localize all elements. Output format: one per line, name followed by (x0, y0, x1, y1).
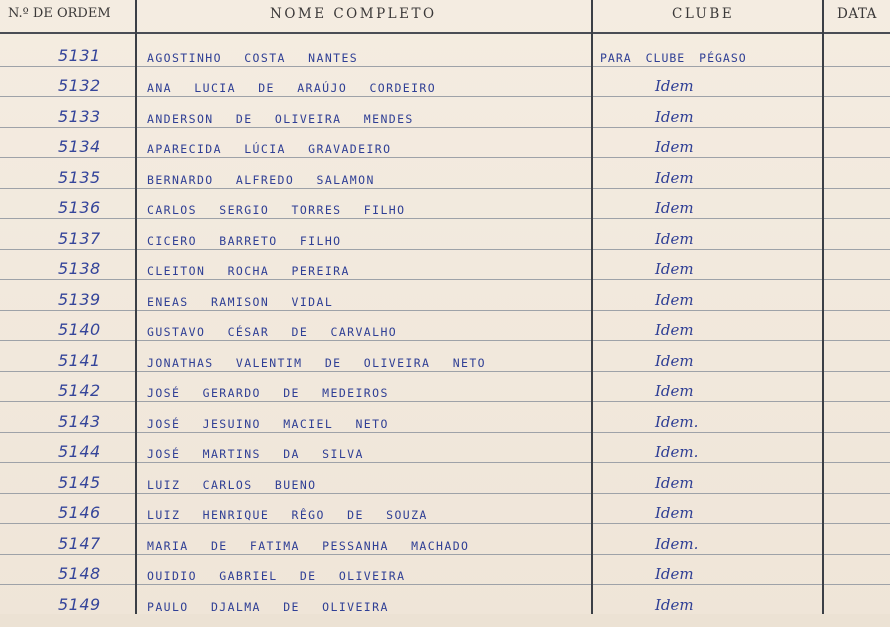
row-order-number: 5138 (58, 259, 101, 278)
row-club: Idem. (655, 412, 699, 431)
table-row (0, 585, 890, 616)
header-clube: CLUBE (672, 6, 735, 22)
row-club: Idem. (655, 534, 699, 553)
row-order-number: 5134 (58, 137, 101, 156)
row-club: Idem (655, 382, 694, 400)
table-row (0, 341, 890, 372)
column-divider-ordem (135, 0, 137, 614)
row-club: Idem (655, 595, 694, 614)
table-row (0, 524, 890, 555)
row-order-number: 5145 (58, 472, 101, 492)
row-order-number: 5148 (58, 564, 101, 583)
column-divider-nome (591, 0, 593, 614)
row-club: Idem (655, 260, 694, 278)
row-full-name: AGOSTINHO COSTA NANTES (147, 50, 359, 65)
table-row (0, 128, 890, 159)
row-full-name: ANA LUCIA DE ARAÚJO CORDEIRO (147, 81, 437, 95)
row-club: PARA CLUBE PÉGASO (600, 50, 747, 65)
row-club: Idem (655, 565, 694, 583)
row-full-name: OUIDIO GABRIEL DE OLIVEIRA (147, 569, 406, 583)
table-row (0, 97, 890, 128)
row-full-name: LUIZ CARLOS BUENO (147, 477, 317, 492)
row-full-name: JONATHAS VALENTIM DE OLIVEIRA NETO (147, 355, 487, 370)
table-header (0, 0, 890, 34)
header-ordem: N.º DE ORDEM (8, 6, 111, 21)
row-full-name: APARECIDA LÚCIA GRAVADEIRO (147, 142, 392, 156)
row-club: Idem (655, 107, 694, 126)
row-order-number: 5146 (58, 503, 101, 522)
table-row (0, 402, 890, 433)
row-full-name: LUIZ HENRIQUE RÊGO DE SOUZA (147, 508, 428, 522)
row-club: Idem (655, 321, 694, 339)
row-club: Idem (655, 473, 694, 492)
row-club: Idem. (655, 443, 699, 461)
row-club: Idem (655, 199, 694, 217)
table-row (0, 555, 890, 586)
row-club: Idem (655, 168, 694, 187)
header-data: DATA (837, 6, 877, 22)
table-row (0, 433, 890, 464)
row-full-name: MARIA DE FATIMA PESSANHA MACHADO (147, 538, 470, 553)
row-full-name: ANDERSON DE OLIVEIRA MENDES (147, 111, 414, 126)
ledger-rows (0, 36, 890, 616)
row-order-number: 5132 (58, 76, 101, 95)
row-order-number: 5143 (58, 411, 101, 431)
row-club: Idem (655, 229, 694, 248)
row-full-name: ENEAS RAMISON VIDAL (147, 294, 334, 309)
row-order-number: 5131 (58, 45, 101, 65)
row-full-name: CARLOS SERGIO TORRES FILHO (147, 203, 406, 217)
table-row (0, 372, 890, 403)
table-row (0, 250, 890, 281)
row-full-name: CLEITON ROCHA PEREIRA (147, 264, 350, 278)
row-full-name: JOSÉ JESUINO MACIEL NETO (147, 416, 389, 431)
row-club: Idem (655, 77, 694, 95)
row-full-name: PAULO DJALMA DE OLIVEIRA (147, 599, 389, 614)
row-order-number: 5133 (58, 106, 101, 126)
header-nome: NOME COMPLETO (270, 6, 437, 22)
row-order-number: 5137 (58, 228, 101, 248)
row-full-name: CICERO BARRETO FILHO (147, 233, 342, 248)
table-row (0, 219, 890, 250)
row-order-number: 5135 (58, 167, 101, 187)
table-row (0, 494, 890, 525)
row-order-number: 5136 (58, 198, 101, 217)
row-order-number: 5149 (58, 594, 101, 614)
table-row (0, 67, 890, 98)
row-order-number: 5139 (58, 289, 101, 309)
row-order-number: 5142 (58, 381, 101, 400)
row-order-number: 5147 (58, 533, 101, 553)
table-row (0, 463, 890, 494)
row-full-name: JOSÉ GERARDO DE MEDEIROS (147, 386, 389, 400)
row-full-name: BERNARDO ALFREDO SALAMON (147, 172, 375, 187)
row-full-name: GUSTAVO CÉSAR DE CARVALHO (147, 325, 398, 339)
table-row (0, 36, 890, 67)
row-order-number: 5140 (58, 320, 101, 339)
table-row (0, 158, 890, 189)
row-club: Idem (655, 351, 694, 370)
table-row (0, 311, 890, 342)
page-bottom-edge (0, 614, 890, 627)
row-club: Idem (655, 290, 694, 309)
row-order-number: 5144 (58, 442, 101, 461)
table-row (0, 280, 890, 311)
row-full-name: JOSÉ MARTINS DA SILVA (147, 447, 364, 461)
table-row (0, 189, 890, 220)
row-order-number: 5141 (58, 350, 101, 370)
row-club: Idem (655, 504, 694, 522)
column-divider-clube (822, 0, 824, 614)
row-club: Idem (655, 138, 694, 156)
